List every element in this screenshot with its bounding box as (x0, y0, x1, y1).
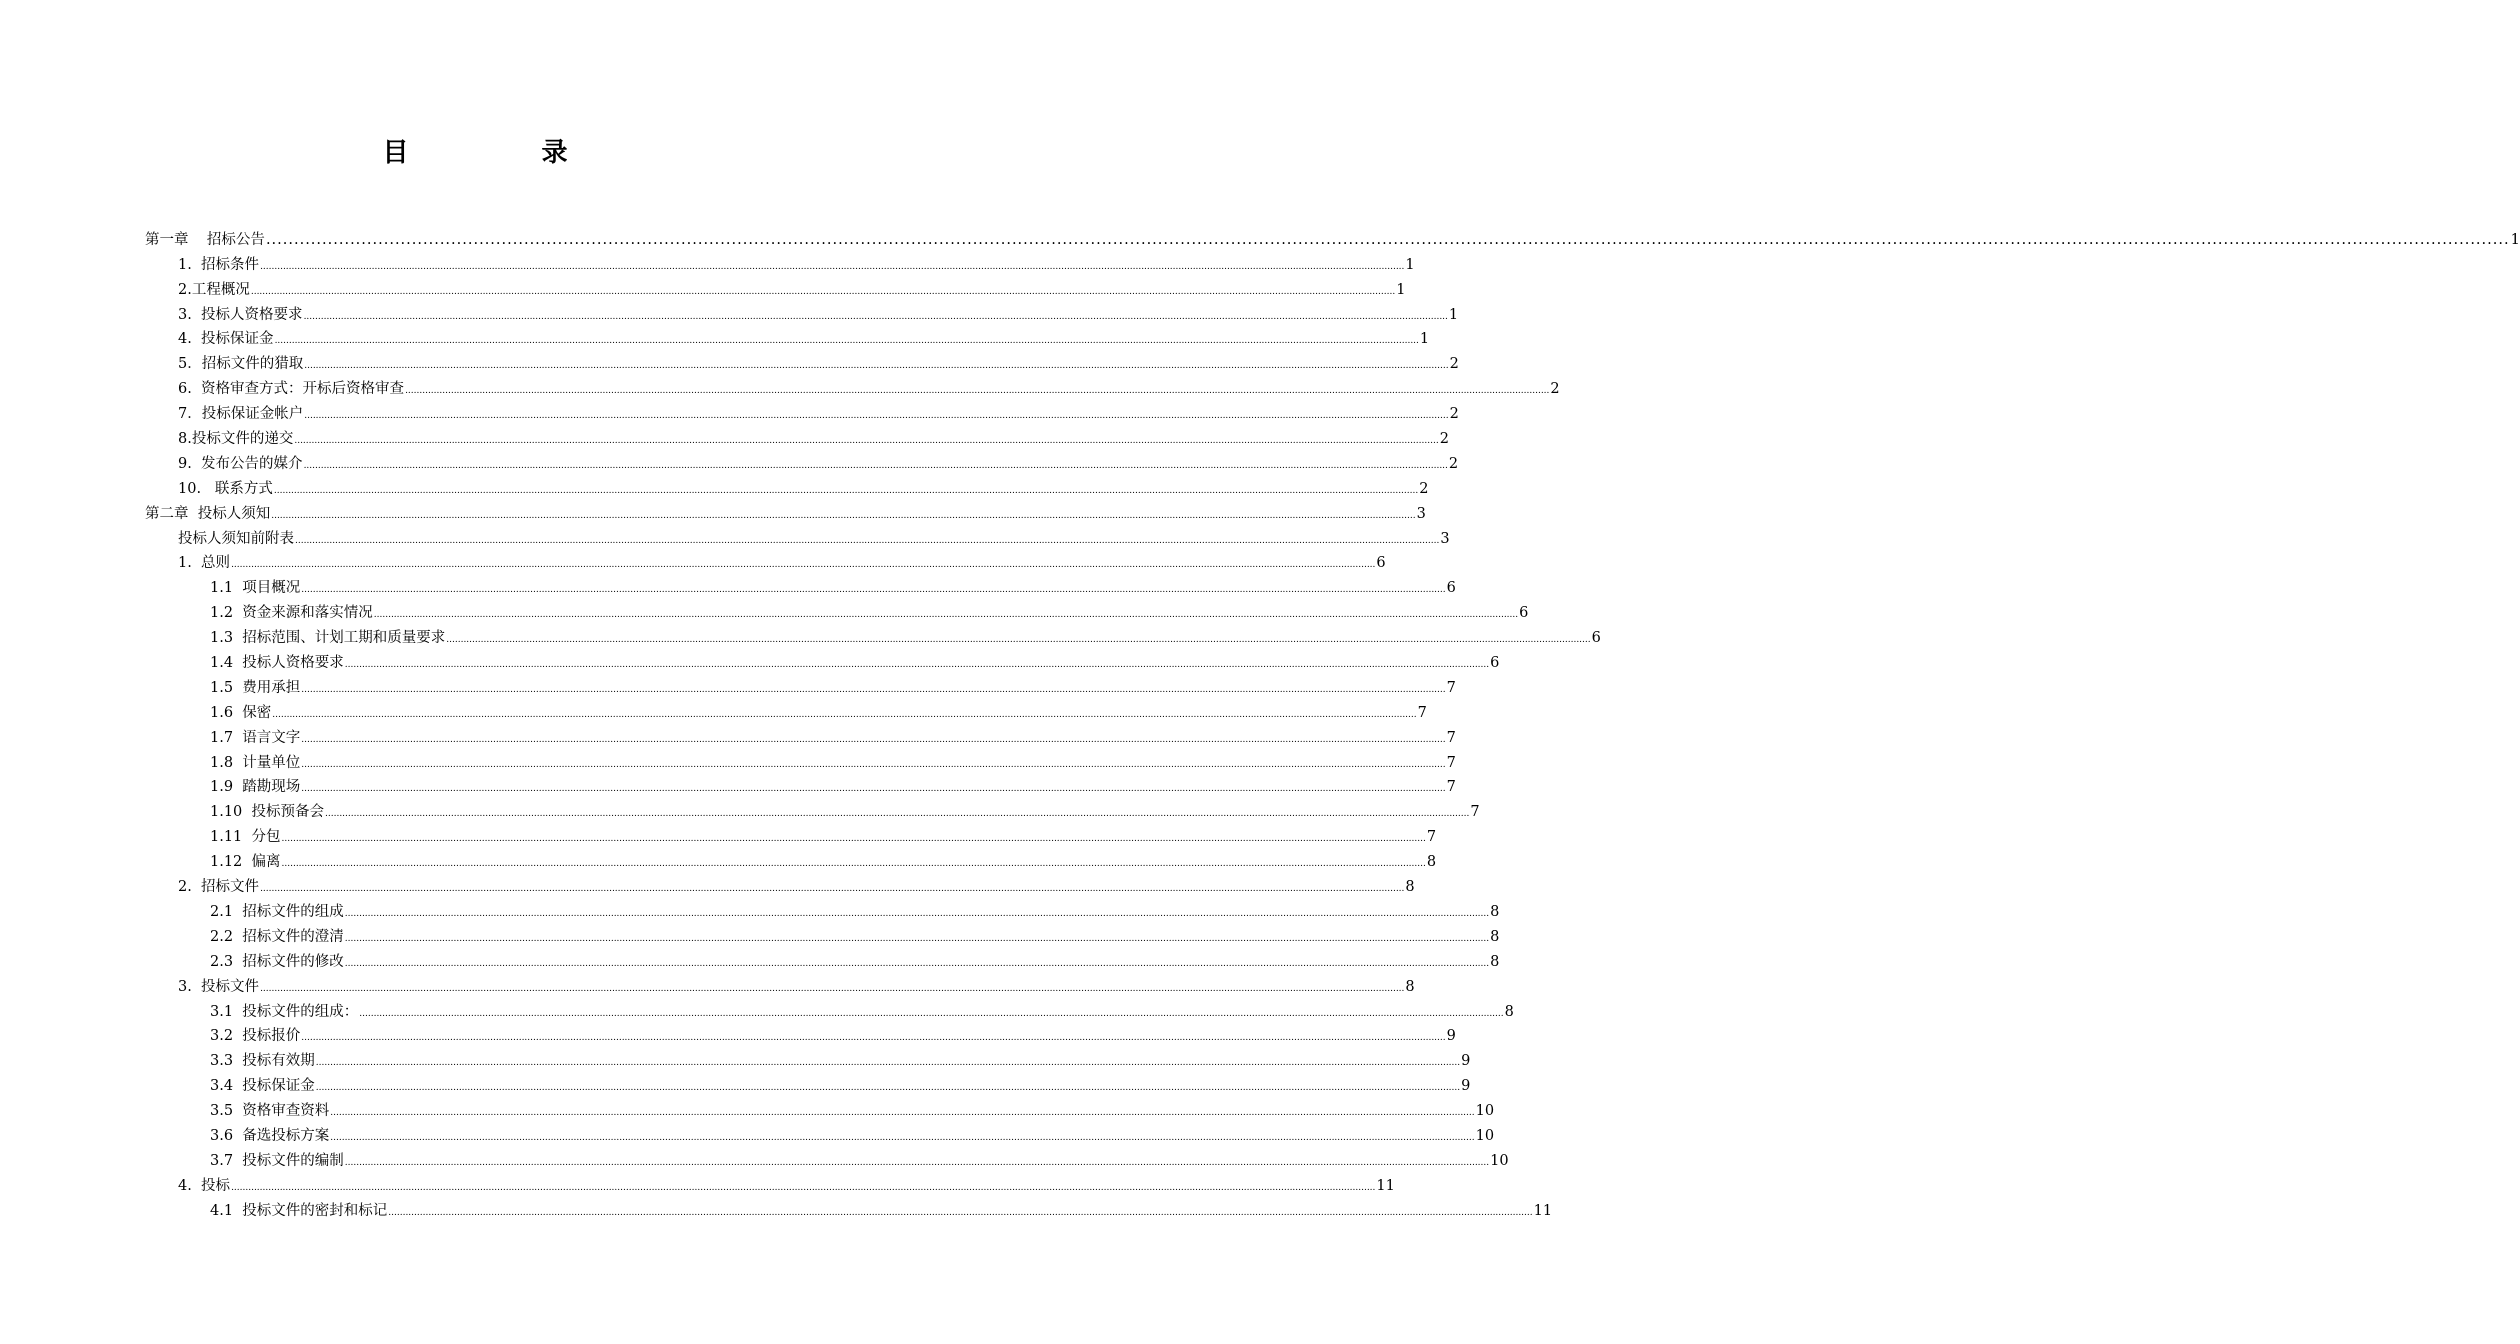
toc-entry-page-number: 8 (1490, 928, 1500, 945)
toc-entry-page-number: 7 (1446, 679, 1456, 696)
toc-leader-dots: ................................................................................................................................................................................................................................................................................................................................................................................................................ (301, 759, 1446, 770)
toc-entry-label: 5．招标文件的猎取 (178, 356, 304, 373)
toc-entry-page-number: 7 (1446, 779, 1456, 796)
toc-entry[interactable] (145, 523, 1450, 548)
toc-entry-page-number: 7 (1446, 729, 1456, 746)
toc-entry[interactable] (145, 224, 2520, 249)
toc-leader-dots: ................................................................................................................................................................................................................................................................................................................................................................................................................ (260, 261, 1405, 272)
toc-leader-dots: ................................................................................................................................................................................................................................................................................................................................................................................................................ (231, 1182, 1376, 1193)
toc-entry[interactable] (145, 722, 1456, 747)
toc-entry[interactable] (145, 1045, 1471, 1070)
toc-entry-label: 9. 发布公告的媒介 (178, 455, 303, 472)
toc-entry-page-number: 8 (1504, 1003, 1514, 1020)
toc-leader-dots: ................................................................................................................................................................................................................................................................................................................................................................................................................ (344, 1157, 1490, 1168)
toc-entry[interactable] (145, 1170, 1395, 1195)
toc-entry-label: 3.1 投标文件的组成： (210, 1003, 359, 1020)
toc-entry-label: 8.投标文件的递交 (178, 431, 294, 448)
toc-leader-dots: ................................................................................................................................................................................................................................................................................................................................................................................................................ (405, 386, 1550, 397)
toc-leader-dots: ................................................................................................................................................................................................................................................................................................................................................................................................................ (315, 1058, 1461, 1069)
toc-entry[interactable] (145, 548, 1386, 573)
toc-entry[interactable] (145, 324, 1430, 349)
toc-entry-page-number: 8 (1405, 879, 1415, 896)
toc-entry-label: 2.2 招标文件的澄清 (210, 928, 344, 945)
toc-entry-label: 7．投标保证金帐户 (178, 406, 304, 423)
toc-leader-dots: ................................................................................................................................................................................................................................................................................................................................................................................................................ (301, 734, 1446, 745)
toc-entry[interactable] (145, 473, 1429, 498)
toc-entry-label: 1.11 分包 (210, 829, 281, 846)
toc-entry-page-number: 6 (1591, 630, 1601, 647)
toc-leader-dots: ................................................................................................................................................................................................................................................................................................................................................................................................................ (301, 684, 1446, 695)
toc-leader-dots: ................................................................................................................................................................................................................................................................................................................................................................................................................ (281, 834, 1426, 845)
toc-entry-page-number: 1 (1448, 306, 1459, 323)
toc-entry[interactable] (145, 1070, 1471, 1095)
toc-entry[interactable] (145, 1145, 1509, 1170)
toc-entry-label: 第二章 投标人须知 (145, 505, 271, 522)
toc-entry-label: 2.1 招标文件的组成 (210, 903, 344, 920)
toc-entry-label: 3.6 备选投标方案 (210, 1127, 330, 1144)
toc-entry-label: 1.2 资金来源和落实情况 (210, 605, 373, 622)
toc-entry[interactable] (145, 772, 1456, 797)
toc-entry-page-number: 3 (1440, 530, 1450, 547)
toc-leader-dots: ................................................................................................................................................................................................................................................................................................................................................................................................................ (373, 610, 1519, 621)
toc-entry-label: 1.8 计量单位 (210, 754, 301, 771)
toc-leader-dots: ................................................................................................................................................................................................................................................................................................................................................................................................................ (388, 1207, 1533, 1218)
toc-entry[interactable] (145, 996, 1514, 1021)
toc-entry-page-number: 8 (1405, 978, 1415, 995)
toc-entry-page-number: 10 (1475, 1103, 1495, 1120)
toc-entry[interactable] (145, 448, 1459, 473)
toc-entry[interactable] (145, 398, 1459, 423)
toc-leader-dots: ................................................................................................................................................................................................................................................................................................................................................................................................................ (344, 958, 1490, 969)
toc-entry[interactable] (145, 896, 1500, 921)
toc-entry-label: 10. 联系方式 (178, 480, 273, 497)
toc-entry-label: 4.1 投标文件的密封和标记 (210, 1202, 388, 1219)
toc-entry-label: 2.3 招标文件的修改 (210, 953, 344, 970)
toc-entry[interactable] (145, 971, 1415, 996)
toc-entry-label: 3.2 投标报价 (210, 1028, 301, 1045)
toc-entry[interactable] (145, 249, 1415, 274)
toc-leader-dots: ................................................................................................................................................................................................................................................................................................................................................................................................................ (294, 436, 1439, 447)
toc-entry-label: 第一章 招标公告 (145, 231, 265, 248)
toc-entry-label: 3.4 投标保证金 (210, 1078, 315, 1095)
toc-entry-label: 3.3 投标有效期 (210, 1053, 315, 1070)
toc-entry-page-number: 9 (1461, 1078, 1471, 1095)
toc-entry[interactable] (145, 796, 1480, 821)
toc-entry-label: 1. 总则 (178, 555, 231, 572)
toc-leader-dots: ................................................................................................................................................................................................................................................................................................................................................................................................................ (250, 286, 1396, 297)
toc-leader-dots: ................................................................................................................................................................................................................................................................................................................................................................................................................ (344, 908, 1490, 919)
toc-entry-page-number: 10 (1490, 1152, 1509, 1169)
toc-leader-dots: ................................................................................................................................................................................................................................................................................................................................................................................................................ (344, 933, 1490, 944)
toc-leader-dots: ................................................................................................................................................................................................................................................................................................................................................................................................................ (315, 1083, 1461, 1094)
toc-leader-dots: ................................................................................................................................................................................................................................................................................................................................................................................................................ (325, 809, 1470, 820)
toc-leader-dots: ................................................................................................................................................................................................................................................................................................................................................................................................................ (304, 411, 1449, 422)
toc-entry[interactable] (145, 299, 1459, 324)
toc-entry-page-number: 10 (1475, 1127, 1495, 1144)
toc-entry-page-number: 6 (1376, 555, 1386, 572)
toc-entry-page-number: 2 (1448, 455, 1459, 472)
toc-leader-dots: ................................................................................................................................................................................................................................................................................................................................................................................................................ (359, 1008, 1504, 1019)
toc-entry[interactable] (145, 1120, 1495, 1145)
toc-entry[interactable] (145, 821, 1437, 846)
toc-entry-label: 1.3 招标范围、计划工期和质量要求 (210, 630, 446, 647)
toc-entry[interactable] (145, 946, 1500, 971)
toc-entry-label: 1.5 费用承担 (210, 679, 301, 696)
toc-entry-page-number: 3 (1416, 505, 1426, 522)
toc-entry-label: 1.4 投标人资格要求 (210, 655, 344, 672)
toc-entry-label: 1.10 投标预备会 (210, 804, 325, 821)
toc-leader-dots: ................................................................................................................................................................................................................................................................................................................................................................................................................ (271, 510, 1416, 521)
toc-leader-dots: ................................................................................................................................................................................................................................................................................................................................................................................................................ (274, 336, 1419, 347)
toc-entry-label: 1.1 项目概况 (210, 580, 301, 597)
toc-entry-page-number: 1 (2510, 231, 2520, 248)
toc-entry-page-number: 7 (1446, 754, 1456, 771)
toc-entry[interactable] (145, 622, 1601, 647)
toc-leader-dots: ................................................................................................................................................................................................................................................................................................................................................................................................................ (231, 560, 1376, 571)
toc-entry-page-number: 11 (1533, 1202, 1553, 1219)
toc-entry-page-number: 9 (1446, 1028, 1456, 1045)
toc-leader-dots: ................................................................................................................................................................................................................................................................................................................................................................................................................ (260, 884, 1405, 895)
toc-entry-page-number: 7 (1417, 704, 1427, 721)
page-title: 目 录 (382, 138, 630, 168)
toc-leader-dots: ................................................................................................................................................................................................................................................................................................................................................................................................................ (265, 231, 2510, 248)
toc-entry[interactable] (145, 1021, 1456, 1046)
toc-entry-label: 4. 投标保证金 (178, 331, 274, 348)
toc-entry-label: 3. 投标文件 (178, 978, 260, 995)
toc-entry[interactable] (145, 348, 1459, 373)
toc-entry[interactable] (145, 1095, 1495, 1120)
toc-leader-dots: ................................................................................................................................................................................................................................................................................................................................................................................................................ (330, 1108, 1475, 1119)
toc-entry-page-number: 2 (1550, 381, 1560, 398)
toc-entry[interactable] (145, 597, 1529, 622)
toc-leader-dots: ................................................................................................................................................................................................................................................................................................................................................................................................................ (301, 585, 1446, 596)
toc-entry-page-number: 8 (1490, 903, 1500, 920)
toc-entry[interactable] (145, 871, 1415, 896)
toc-entry[interactable] (145, 373, 1560, 398)
toc-entry[interactable] (145, 274, 1406, 299)
toc-leader-dots: ................................................................................................................................................................................................................................................................................................................................................................................................................ (301, 1033, 1446, 1044)
toc-entry-page-number: 2 (1449, 356, 1459, 373)
toc-entry-label: 2.工程概况 (178, 281, 250, 298)
toc-leader-dots: ................................................................................................................................................................................................................................................................................................................................................................................................................ (272, 709, 1417, 720)
toc-entry[interactable] (145, 921, 1500, 946)
toc-entry-page-number: 9 (1461, 1053, 1471, 1070)
toc-leader-dots: ................................................................................................................................................................................................................................................................................................................................................................................................................ (295, 535, 1440, 546)
toc-entry-page-number: 1 (1405, 256, 1415, 273)
toc-entry-page-number: 6 (1490, 655, 1500, 672)
toc-entry-label: 3. 投标人资格要求 (178, 306, 303, 323)
toc-entry-page-number: 8 (1490, 953, 1500, 970)
toc-entry-page-number: 7 (1470, 804, 1480, 821)
toc-entry-label: 1. 招标条件 (178, 256, 260, 273)
toc-entry[interactable] (145, 747, 1456, 772)
toc-entry-page-number: 2 (1449, 406, 1459, 423)
toc-entry-page-number: 6 (1519, 605, 1529, 622)
toc-entry[interactable] (145, 423, 1449, 448)
toc-entry[interactable] (145, 498, 1426, 523)
toc-entry-label: 3.5 资格审查资料 (210, 1103, 330, 1120)
toc-entry-label: 3.7 投标文件的编制 (210, 1152, 344, 1169)
toc-entry-label: 1.12 偏离 (210, 854, 281, 871)
toc-leader-dots: ................................................................................................................................................................................................................................................................................................................................................................................................................ (303, 460, 1448, 471)
toc-leader-dots: ................................................................................................................................................................................................................................................................................................................................................................................................................ (301, 784, 1446, 795)
toc-entry-label: 1.6 保密 (210, 704, 272, 721)
toc-entry-page-number: 11 (1376, 1177, 1395, 1194)
toc-leader-dots: ................................................................................................................................................................................................................................................................................................................................................................................................................ (304, 361, 1449, 372)
toc-entry[interactable] (145, 846, 1437, 871)
toc-entry[interactable] (145, 647, 1500, 672)
toc-entry[interactable] (145, 1195, 1553, 1220)
toc-leader-dots: ................................................................................................................................................................................................................................................................................................................................................................................................................ (273, 485, 1419, 496)
toc-entry-page-number: 2 (1419, 480, 1429, 497)
toc-leader-dots: ................................................................................................................................................................................................................................................................................................................................................................................................................ (260, 983, 1405, 994)
toc-leader-dots: ................................................................................................................................................................................................................................................................................................................................................................................................................ (303, 311, 1448, 322)
toc-entry[interactable] (145, 697, 1427, 722)
toc-entry-page-number: 1 (1419, 331, 1430, 348)
toc-entry-page-number: 8 (1426, 854, 1437, 871)
toc-entry-page-number: 7 (1426, 829, 1437, 846)
toc-entry-page-number: 2 (1439, 431, 1449, 448)
toc-leader-dots: ................................................................................................................................................................................................................................................................................................................................................................................................................ (446, 635, 1591, 646)
toc-entry-page-number: 1 (1396, 281, 1406, 298)
toc-entry[interactable] (145, 672, 1456, 697)
toc-entry-label: 1.9 踏勘现场 (210, 779, 301, 796)
toc-leader-dots: ................................................................................................................................................................................................................................................................................................................................................................................................................ (330, 1132, 1475, 1143)
toc-entry-page-number: 6 (1446, 580, 1456, 597)
table-of-contents (145, 224, 2520, 1220)
toc-entry[interactable] (145, 572, 1456, 597)
toc-entry-label: 4. 投标 (178, 1177, 231, 1194)
toc-entry-label: 2. 招标文件 (178, 879, 260, 896)
toc-leader-dots: ................................................................................................................................................................................................................................................................................................................................................................................................................ (344, 660, 1490, 671)
toc-leader-dots: ................................................................................................................................................................................................................................................................................................................................................................................................................ (281, 859, 1426, 870)
toc-entry-label: 6. 资格审查方式：开标后资格审查 (178, 381, 405, 398)
toc-entry-label: 1.7 语言文字 (210, 729, 301, 746)
toc-entry-label: 投标人须知前附表 (178, 530, 294, 547)
